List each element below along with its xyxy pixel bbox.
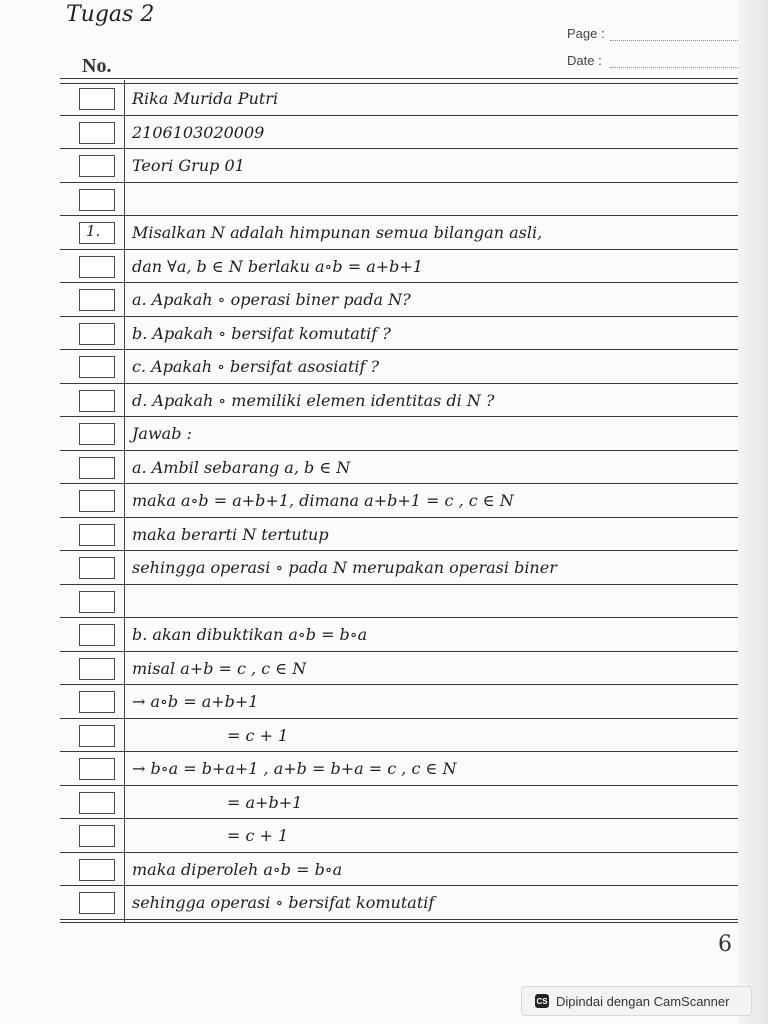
row-checkbox [79,658,115,680]
date-line [610,67,738,68]
row-rule [60,651,738,652]
row-checkbox [79,557,115,579]
page-line [610,40,738,41]
row-checkbox [79,490,115,512]
page-edge [738,0,768,1024]
row-rule [60,718,738,719]
row-text: d. Apakah ∘ memiliki elemen identitas di N ? [132,390,495,410]
row-number: 1. [86,222,101,240]
row-rule [60,215,738,216]
row-rule [60,282,738,283]
row-text: → a∘b = a+b+1 [132,692,259,711]
camscanner-badge [521,986,752,1016]
row-rule [60,684,738,685]
row-checkbox [79,323,115,345]
row-checkbox [79,88,115,110]
row-checkbox [79,356,115,378]
row-checkbox [79,892,115,914]
bottom-rule [60,922,738,923]
row-rule [60,550,738,551]
row-rule [60,885,738,886]
row-checkbox [79,691,115,713]
row-checkbox [79,423,115,445]
row-checkbox [79,524,115,546]
row-rule [60,818,738,819]
row-checkbox [79,591,115,613]
row-checkbox [79,390,115,412]
row-rule [60,852,738,853]
row-rule [60,584,738,585]
page-label: Page : [567,26,605,41]
row-checkbox [79,457,115,479]
row-text: a. Ambil sebarang a, b ∈ N [132,457,351,477]
row-text: maka a∘b = a+b+1, dimana a+b+1 = c , c ∈ N [132,491,514,510]
row-text: a. Apakah ∘ operasi biner pada N? [132,290,411,309]
row-checkbox [79,758,115,780]
row-rule [60,483,738,484]
row-text: c. Apakah ∘ bersifat asosiatif ? [132,357,380,376]
row-checkbox [79,825,115,847]
header-rule [60,78,738,84]
row-rule [60,383,738,384]
row-text: = a+b+1 [227,792,303,812]
row-checkbox [79,725,115,747]
no-label: No. [82,55,112,77]
row-checkbox [79,289,115,311]
row-checkbox [79,624,115,646]
row-checkbox [79,256,115,278]
row-text: dan ∀a, b ∈ N berlaku a∘b = a+b+1 [132,256,423,276]
row-checkbox [79,792,115,814]
camscanner-text: Dipindai dengan CamScanner [556,993,730,1009]
row-rule [60,617,738,618]
row-checkbox [79,859,115,881]
row-text: Misalkan N adalah himpunan semua bilangan asli, [132,223,543,242]
row-text: = c + 1 [227,826,289,845]
row-rule [60,517,738,518]
row-text: → b∘a = b+a+1 , a+b = b+a = c , c ∈ N [132,759,457,778]
row-checkbox [79,155,115,177]
row-rule [60,316,738,317]
row-rule [60,416,738,417]
row-checkbox [79,189,115,211]
row-text: sehingga operasi ∘ pada N merupakan operasi biner [132,558,557,577]
row-text: sehingga operasi ∘ bersifat komutatif [132,893,435,912]
row-rule [60,751,738,752]
row-text: b. akan dibuktikan a∘b = b∘a [132,625,368,644]
row-rule [60,115,738,116]
row-rule [60,450,738,451]
row-rule [60,785,738,786]
row-text: = c + 1 [227,725,289,745]
row-checkbox [79,122,115,144]
row-text: 2106103020009 [132,122,265,142]
row-rule [60,148,738,149]
assignment-title: Tugas 2 [66,2,155,27]
row-text: b. Apakah ∘ bersifat komutatif ? [132,323,391,343]
row-rule [60,182,738,183]
date-label: Date : [567,53,602,68]
row-rule [60,349,738,350]
row-rule [60,919,738,920]
page-number-mark: 6 [718,932,732,957]
camscanner-logo-icon: CS [535,994,549,1008]
row-rule [60,249,738,250]
margin-line [124,80,125,923]
row-text: maka berarti N tertutup [132,524,329,544]
row-text: Rika Murida Putri [132,89,279,108]
row-text: Teori Grup 01 [132,156,245,175]
row-text: misal a+b = c , c ∈ N [132,658,307,678]
row-text: maka diperoleh a∘b = b∘a [132,859,343,879]
row-checkbox [79,222,115,244]
row-text: Jawab : [132,424,192,443]
